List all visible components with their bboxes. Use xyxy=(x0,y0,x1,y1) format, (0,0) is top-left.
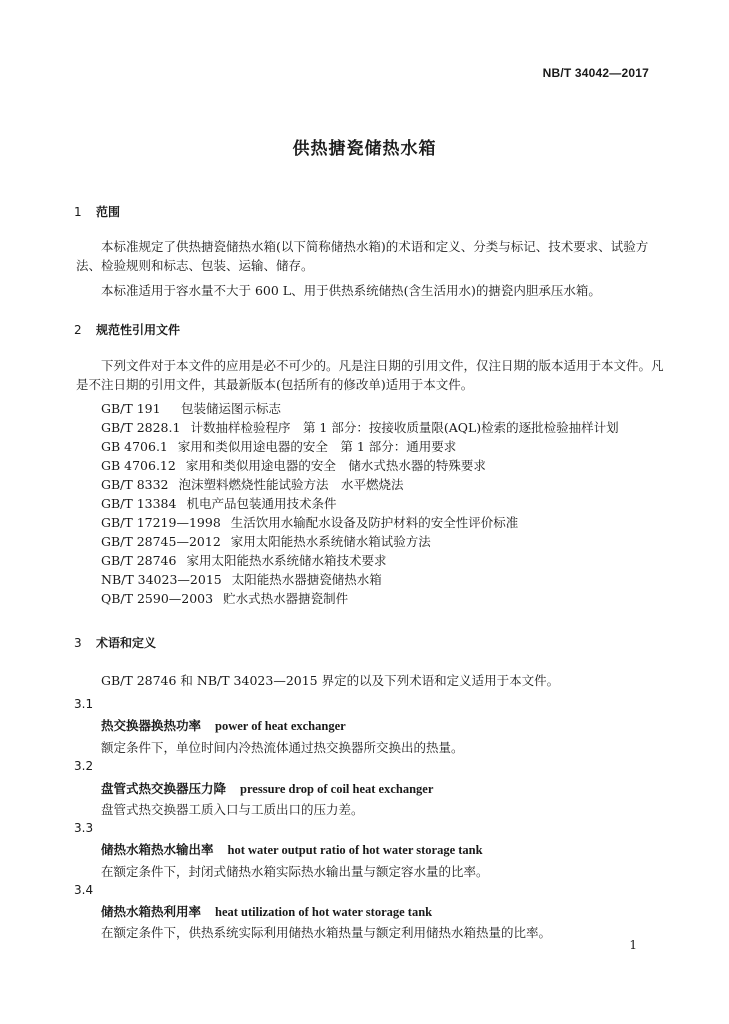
term-heading xyxy=(101,840,483,858)
term-english: power of heat exchanger xyxy=(215,719,346,733)
term-chinese: 储热水箱热水输出率 xyxy=(101,842,214,857)
term-number: 3.1 xyxy=(74,697,94,711)
reference-title: 家用和类似用途电器的安全 第 1 部分：通用要求 xyxy=(177,439,457,454)
reference-item xyxy=(101,494,336,512)
reference-code: GB 4706.1 xyxy=(101,439,168,454)
reference-code: GB 4706.12 xyxy=(101,458,176,473)
reference-item xyxy=(101,589,348,607)
term-english: hot water output ratio of hot water storage tank xyxy=(227,843,483,857)
term-number: 3.3 xyxy=(74,821,94,835)
section-number: 3 xyxy=(74,636,82,650)
term-chinese: 储热水箱热利用率 xyxy=(101,904,202,919)
reference-item xyxy=(101,456,486,474)
term-english: heat utilization of hot water storage tank xyxy=(215,905,433,919)
reference-item xyxy=(101,437,456,455)
reference-item xyxy=(101,418,619,436)
reference-code: GB/T 28745—2012 xyxy=(101,534,221,549)
reference-code: GB/T 28746 xyxy=(101,553,177,568)
section-2-heading xyxy=(74,321,180,338)
term-chinese: 热交换器换热功率 xyxy=(101,718,202,733)
section-1-paragraph-2: 本标准适用于容水量不大于 600 L、用于供热系统储热(含生活用水)的搪瓷内胆承压水箱。 xyxy=(101,283,601,298)
reference-title: 贮水式热水器搪瓷制件 xyxy=(223,591,349,606)
reference-title: 机电产品包装通用技术条件 xyxy=(186,496,337,511)
term-chinese: 盘管式热交换器压力降 xyxy=(101,781,227,796)
term-heading xyxy=(101,716,346,734)
reference-title: 包装储运图示标志 xyxy=(181,401,282,416)
reference-code: GB/T 2828.1 xyxy=(101,420,181,435)
page-number: 1 xyxy=(629,938,637,952)
reference-title: 家用太阳能热水系统储水箱试验方法 xyxy=(230,534,431,549)
section-number: 1 xyxy=(74,205,82,219)
section-number: 2 xyxy=(74,323,82,337)
section-3-heading xyxy=(74,634,156,651)
reference-title: 家用和类似用途电器的安全 储水式热水器的特殊要求 xyxy=(185,458,486,473)
term-number: 3.2 xyxy=(74,759,94,773)
term-english: pressure drop of coil heat exchanger xyxy=(240,782,434,796)
reference-item xyxy=(101,551,386,569)
term-heading xyxy=(101,779,433,797)
term-definition: 额定条件下，单位时间内冷热流体通过热交换器所交换出的热量。 xyxy=(101,740,464,755)
reference-code: GB/T 17219—1998 xyxy=(101,515,221,530)
reference-title: 家用太阳能热水系统储水箱技术要求 xyxy=(186,553,387,568)
reference-code: GB/T 8332 xyxy=(101,477,169,492)
term-number: 3.4 xyxy=(74,883,94,897)
term-heading xyxy=(101,902,432,920)
reference-title: 泡沫塑料燃烧性能试验方法 水平燃烧法 xyxy=(178,477,404,492)
section-title: 范围 xyxy=(96,205,121,219)
reference-code: GB/T 191 xyxy=(101,401,161,416)
term-definition: 在额定条件下，供热系统实际利用储热水箱热量与额定利用储热水箱热量的比率。 xyxy=(101,925,552,940)
reference-item xyxy=(101,570,382,588)
reference-item xyxy=(101,513,518,531)
reference-code: QB/T 2590—2003 xyxy=(101,591,214,606)
reference-item xyxy=(101,475,404,493)
term-definition: 在额定条件下，封闭式储热水箱实际热水输出量与额定容水量的比率。 xyxy=(101,864,489,879)
reference-item xyxy=(101,399,281,417)
reference-item xyxy=(101,532,431,550)
section-2-intro: 下列文件对于本文件的应用是必不可少的。凡是注日期的引用文件，仅注日期的版本适用于本文件。凡是不注日期的引用文件，其最新版本(包括所有的修改单)适用于本文件。 xyxy=(76,358,664,392)
reference-title: 计数抽样检验程序 第 1 部分：按接收质量限(AQL)检索的逐批检验抽样计划 xyxy=(190,420,619,435)
term-definition: 盘管式热交换器工质入口与工质出口的压力差。 xyxy=(101,802,364,817)
standard-code: NB/T 34042—2017 xyxy=(542,66,649,80)
section-3-intro: GB/T 28746 和 NB/T 34023—2015 界定的以及下列术语和定义适用于本文件。 xyxy=(101,673,560,688)
document-title: 供热搪瓷储热水箱 xyxy=(292,139,437,159)
reference-code: GB/T 13384 xyxy=(101,496,177,511)
reference-title: 太阳能热水器搪瓷储热水箱 xyxy=(231,572,382,587)
section-title: 术语和定义 xyxy=(96,636,157,650)
section-1-heading xyxy=(74,203,120,220)
section-1-paragraph-1: 本标准规定了供热搪瓷储热水箱(以下简称储热水箱)的术语和定义、分类与标记、技术要求、试验方法、检验规则和标志、包装、运输、储存。 xyxy=(76,239,649,273)
reference-title: 生活饮用水输配水设备及防护材料的安全性评价标准 xyxy=(230,515,519,530)
reference-code: NB/T 34023—2015 xyxy=(101,572,222,587)
section-title: 规范性引用文件 xyxy=(96,323,181,337)
